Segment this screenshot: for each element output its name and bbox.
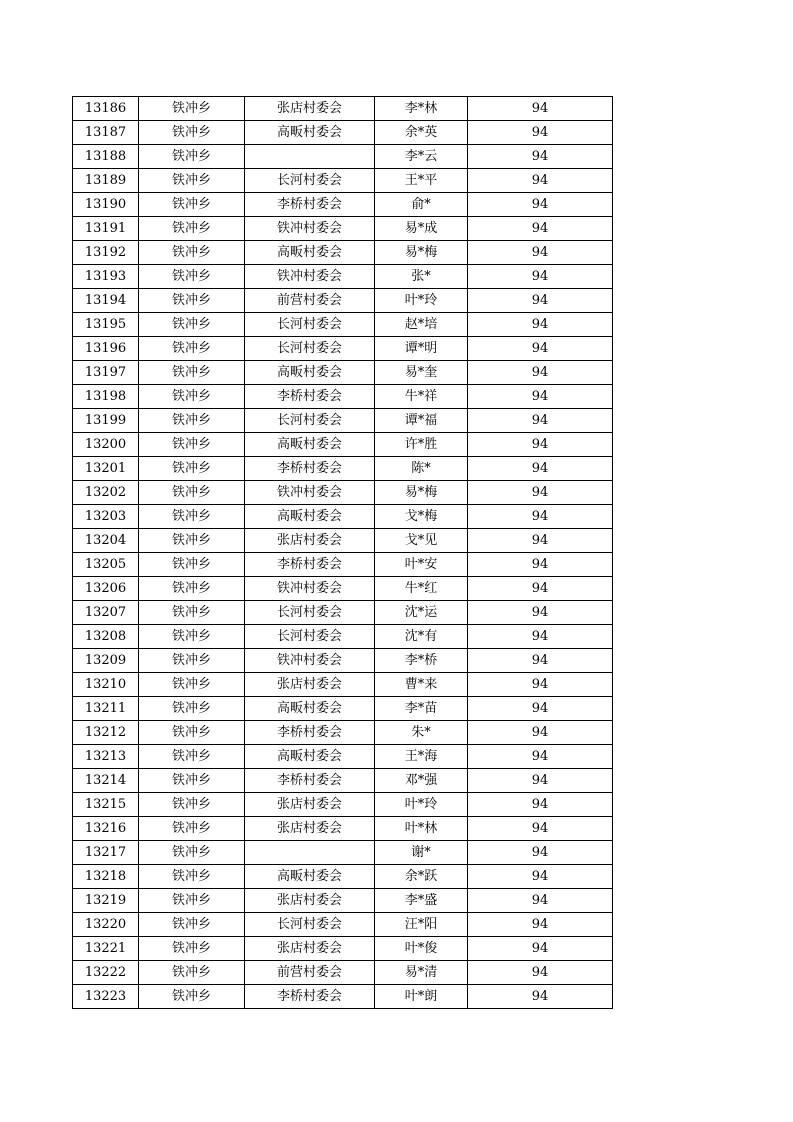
village-cell: 张店村委会 xyxy=(245,673,375,697)
township-cell: 铁冲乡 xyxy=(139,937,245,961)
township-cell: 铁冲乡 xyxy=(139,217,245,241)
value-cell: 94 xyxy=(468,193,613,217)
name-cell: 戈*见 xyxy=(375,529,468,553)
village-cell: 高畈村委会 xyxy=(245,433,375,457)
row-id-cell: 13194 xyxy=(73,289,139,313)
name-cell: 谭*福 xyxy=(375,409,468,433)
village-cell xyxy=(245,841,375,865)
row-id-cell: 13211 xyxy=(73,697,139,721)
village-cell: 张店村委会 xyxy=(245,937,375,961)
village-cell: 长河村委会 xyxy=(245,601,375,625)
row-id-cell: 13193 xyxy=(73,265,139,289)
village-cell: 铁冲村委会 xyxy=(245,577,375,601)
name-cell: 邓*强 xyxy=(375,769,468,793)
value-cell: 94 xyxy=(468,577,613,601)
value-cell: 94 xyxy=(468,409,613,433)
value-cell: 94 xyxy=(468,745,613,769)
row-id-cell: 13223 xyxy=(73,985,139,1009)
table-row xyxy=(73,385,613,409)
village-cell: 张店村委会 xyxy=(245,817,375,841)
table-row xyxy=(73,625,613,649)
village-cell: 铁冲村委会 xyxy=(245,265,375,289)
row-id-cell: 13214 xyxy=(73,769,139,793)
table-row xyxy=(73,841,613,865)
data-table xyxy=(72,96,613,1009)
township-cell: 铁冲乡 xyxy=(139,697,245,721)
value-cell: 94 xyxy=(468,529,613,553)
row-id-cell: 13207 xyxy=(73,601,139,625)
value-cell: 94 xyxy=(468,457,613,481)
value-cell: 94 xyxy=(468,265,613,289)
township-cell: 铁冲乡 xyxy=(139,481,245,505)
village-cell: 长河村委会 xyxy=(245,313,375,337)
village-cell: 长河村委会 xyxy=(245,625,375,649)
row-id-cell: 13201 xyxy=(73,457,139,481)
value-cell: 94 xyxy=(468,385,613,409)
table-row xyxy=(73,481,613,505)
table-row xyxy=(73,457,613,481)
name-cell: 易*梅 xyxy=(375,481,468,505)
village-cell: 长河村委会 xyxy=(245,409,375,433)
value-cell: 94 xyxy=(468,889,613,913)
value-cell: 94 xyxy=(468,313,613,337)
table-row xyxy=(73,193,613,217)
table-row xyxy=(73,265,613,289)
township-cell: 铁冲乡 xyxy=(139,265,245,289)
township-cell: 铁冲乡 xyxy=(139,961,245,985)
name-cell: 余*英 xyxy=(375,121,468,145)
village-cell: 张店村委会 xyxy=(245,97,375,121)
table-row xyxy=(73,817,613,841)
village-cell: 长河村委会 xyxy=(245,913,375,937)
row-id-cell: 13215 xyxy=(73,793,139,817)
name-cell: 张* xyxy=(375,265,468,289)
village-cell: 李桥村委会 xyxy=(245,457,375,481)
value-cell: 94 xyxy=(468,913,613,937)
name-cell: 叶*玲 xyxy=(375,793,468,817)
value-cell: 94 xyxy=(468,961,613,985)
table-row xyxy=(73,793,613,817)
table-row xyxy=(73,985,613,1009)
table-row xyxy=(73,649,613,673)
name-cell: 叶*林 xyxy=(375,817,468,841)
name-cell: 赵*培 xyxy=(375,313,468,337)
table-row xyxy=(73,721,613,745)
table-body xyxy=(73,97,613,1009)
value-cell: 94 xyxy=(468,169,613,193)
table-row xyxy=(73,409,613,433)
row-id-cell: 13206 xyxy=(73,577,139,601)
table-row xyxy=(73,169,613,193)
value-cell: 94 xyxy=(468,937,613,961)
row-id-cell: 13196 xyxy=(73,337,139,361)
row-id-cell: 13212 xyxy=(73,721,139,745)
name-cell: 俞* xyxy=(375,193,468,217)
name-cell: 牛*祥 xyxy=(375,385,468,409)
township-cell: 铁冲乡 xyxy=(139,817,245,841)
value-cell: 94 xyxy=(468,817,613,841)
table-row xyxy=(73,529,613,553)
name-cell: 叶*朗 xyxy=(375,985,468,1009)
name-cell: 易*梅 xyxy=(375,241,468,265)
township-cell: 铁冲乡 xyxy=(139,769,245,793)
village-cell: 铁冲村委会 xyxy=(245,649,375,673)
township-cell: 铁冲乡 xyxy=(139,169,245,193)
row-id-cell: 13197 xyxy=(73,361,139,385)
table-row xyxy=(73,673,613,697)
table-row xyxy=(73,697,613,721)
table-row xyxy=(73,889,613,913)
township-cell: 铁冲乡 xyxy=(139,865,245,889)
table-row xyxy=(73,433,613,457)
value-cell: 94 xyxy=(468,625,613,649)
village-cell: 李桥村委会 xyxy=(245,193,375,217)
table-row xyxy=(73,937,613,961)
row-id-cell: 13221 xyxy=(73,937,139,961)
township-cell: 铁冲乡 xyxy=(139,505,245,529)
row-id-cell: 13200 xyxy=(73,433,139,457)
name-cell: 余*跃 xyxy=(375,865,468,889)
name-cell: 牛*红 xyxy=(375,577,468,601)
township-cell: 铁冲乡 xyxy=(139,289,245,313)
name-cell: 王*海 xyxy=(375,745,468,769)
row-id-cell: 13218 xyxy=(73,865,139,889)
village-cell: 前营村委会 xyxy=(245,961,375,985)
row-id-cell: 13204 xyxy=(73,529,139,553)
row-id-cell: 13219 xyxy=(73,889,139,913)
row-id-cell: 13199 xyxy=(73,409,139,433)
value-cell: 94 xyxy=(468,337,613,361)
row-id-cell: 13222 xyxy=(73,961,139,985)
value-cell: 94 xyxy=(468,505,613,529)
township-cell: 铁冲乡 xyxy=(139,913,245,937)
township-cell: 铁冲乡 xyxy=(139,361,245,385)
name-cell: 易*清 xyxy=(375,961,468,985)
village-cell: 李桥村委会 xyxy=(245,985,375,1009)
name-cell: 王*平 xyxy=(375,169,468,193)
table-row xyxy=(73,865,613,889)
village-cell: 高畈村委会 xyxy=(245,505,375,529)
row-id-cell: 13189 xyxy=(73,169,139,193)
name-cell: 李*盛 xyxy=(375,889,468,913)
table-row xyxy=(73,97,613,121)
township-cell: 铁冲乡 xyxy=(139,97,245,121)
row-id-cell: 13198 xyxy=(73,385,139,409)
row-id-cell: 13202 xyxy=(73,481,139,505)
table-row xyxy=(73,913,613,937)
table-row xyxy=(73,313,613,337)
village-cell: 张店村委会 xyxy=(245,889,375,913)
name-cell: 叶*安 xyxy=(375,553,468,577)
township-cell: 铁冲乡 xyxy=(139,793,245,817)
value-cell: 94 xyxy=(468,145,613,169)
name-cell: 谭*明 xyxy=(375,337,468,361)
row-id-cell: 13220 xyxy=(73,913,139,937)
table-row xyxy=(73,745,613,769)
name-cell: 叶*俊 xyxy=(375,937,468,961)
name-cell: 易*成 xyxy=(375,217,468,241)
township-cell: 铁冲乡 xyxy=(139,241,245,265)
township-cell: 铁冲乡 xyxy=(139,673,245,697)
value-cell: 94 xyxy=(468,97,613,121)
table-row xyxy=(73,577,613,601)
value-cell: 94 xyxy=(468,841,613,865)
township-cell: 铁冲乡 xyxy=(139,337,245,361)
village-cell: 高畈村委会 xyxy=(245,241,375,265)
name-cell: 戈*梅 xyxy=(375,505,468,529)
village-cell: 李桥村委会 xyxy=(245,553,375,577)
row-id-cell: 13195 xyxy=(73,313,139,337)
village-cell xyxy=(245,145,375,169)
township-cell: 铁冲乡 xyxy=(139,649,245,673)
name-cell: 谢* xyxy=(375,841,468,865)
name-cell: 沈*运 xyxy=(375,601,468,625)
township-cell: 铁冲乡 xyxy=(139,889,245,913)
table-row xyxy=(73,241,613,265)
village-cell: 李桥村委会 xyxy=(245,769,375,793)
row-id-cell: 13205 xyxy=(73,553,139,577)
value-cell: 94 xyxy=(468,289,613,313)
village-cell: 李桥村委会 xyxy=(245,385,375,409)
township-cell: 铁冲乡 xyxy=(139,313,245,337)
table-row xyxy=(73,145,613,169)
value-cell: 94 xyxy=(468,865,613,889)
village-cell: 高畈村委会 xyxy=(245,361,375,385)
row-id-cell: 13191 xyxy=(73,217,139,241)
value-cell: 94 xyxy=(468,361,613,385)
name-cell: 曹*来 xyxy=(375,673,468,697)
township-cell: 铁冲乡 xyxy=(139,721,245,745)
row-id-cell: 13216 xyxy=(73,817,139,841)
village-cell: 长河村委会 xyxy=(245,337,375,361)
township-cell: 铁冲乡 xyxy=(139,841,245,865)
row-id-cell: 13192 xyxy=(73,241,139,265)
table-row xyxy=(73,289,613,313)
village-cell: 长河村委会 xyxy=(245,169,375,193)
township-cell: 铁冲乡 xyxy=(139,577,245,601)
row-id-cell: 13190 xyxy=(73,193,139,217)
row-id-cell: 13210 xyxy=(73,673,139,697)
village-cell: 高畈村委会 xyxy=(245,121,375,145)
township-cell: 铁冲乡 xyxy=(139,457,245,481)
value-cell: 94 xyxy=(468,769,613,793)
name-cell: 李*林 xyxy=(375,97,468,121)
name-cell: 李*桥 xyxy=(375,649,468,673)
row-id-cell: 13187 xyxy=(73,121,139,145)
village-cell: 铁冲村委会 xyxy=(245,217,375,241)
village-cell: 前营村委会 xyxy=(245,289,375,313)
table-row xyxy=(73,553,613,577)
table-row xyxy=(73,961,613,985)
village-cell: 张店村委会 xyxy=(245,529,375,553)
value-cell: 94 xyxy=(468,649,613,673)
township-cell: 铁冲乡 xyxy=(139,385,245,409)
value-cell: 94 xyxy=(468,673,613,697)
township-cell: 铁冲乡 xyxy=(139,745,245,769)
table-row xyxy=(73,217,613,241)
name-cell: 陈* xyxy=(375,457,468,481)
name-cell: 沈*有 xyxy=(375,625,468,649)
value-cell: 94 xyxy=(468,241,613,265)
township-cell: 铁冲乡 xyxy=(139,409,245,433)
value-cell: 94 xyxy=(468,601,613,625)
value-cell: 94 xyxy=(468,481,613,505)
township-cell: 铁冲乡 xyxy=(139,529,245,553)
row-id-cell: 13208 xyxy=(73,625,139,649)
table-row xyxy=(73,361,613,385)
table-row xyxy=(73,769,613,793)
township-cell: 铁冲乡 xyxy=(139,601,245,625)
name-cell: 朱* xyxy=(375,721,468,745)
name-cell: 叶*玲 xyxy=(375,289,468,313)
row-id-cell: 13217 xyxy=(73,841,139,865)
table-row xyxy=(73,337,613,361)
value-cell: 94 xyxy=(468,217,613,241)
township-cell: 铁冲乡 xyxy=(139,625,245,649)
township-cell: 铁冲乡 xyxy=(139,433,245,457)
table-row xyxy=(73,505,613,529)
name-cell: 许*胜 xyxy=(375,433,468,457)
village-cell: 高畈村委会 xyxy=(245,865,375,889)
value-cell: 94 xyxy=(468,721,613,745)
value-cell: 94 xyxy=(468,697,613,721)
row-id-cell: 13203 xyxy=(73,505,139,529)
township-cell: 铁冲乡 xyxy=(139,193,245,217)
value-cell: 94 xyxy=(468,793,613,817)
row-id-cell: 13188 xyxy=(73,145,139,169)
village-cell: 张店村委会 xyxy=(245,793,375,817)
village-cell: 高畈村委会 xyxy=(245,697,375,721)
name-cell: 汪*阳 xyxy=(375,913,468,937)
name-cell: 李*云 xyxy=(375,145,468,169)
value-cell: 94 xyxy=(468,553,613,577)
row-id-cell: 13209 xyxy=(73,649,139,673)
table-row xyxy=(73,601,613,625)
township-cell: 铁冲乡 xyxy=(139,145,245,169)
village-cell: 李桥村委会 xyxy=(245,721,375,745)
township-cell: 铁冲乡 xyxy=(139,985,245,1009)
value-cell: 94 xyxy=(468,121,613,145)
village-cell: 铁冲村委会 xyxy=(245,481,375,505)
name-cell: 易*奎 xyxy=(375,361,468,385)
township-cell: 铁冲乡 xyxy=(139,121,245,145)
township-cell: 铁冲乡 xyxy=(139,553,245,577)
village-cell: 高畈村委会 xyxy=(245,745,375,769)
row-id-cell: 13186 xyxy=(73,97,139,121)
value-cell: 94 xyxy=(468,985,613,1009)
name-cell: 李*苗 xyxy=(375,697,468,721)
table-row xyxy=(73,121,613,145)
row-id-cell: 13213 xyxy=(73,745,139,769)
value-cell: 94 xyxy=(468,433,613,457)
